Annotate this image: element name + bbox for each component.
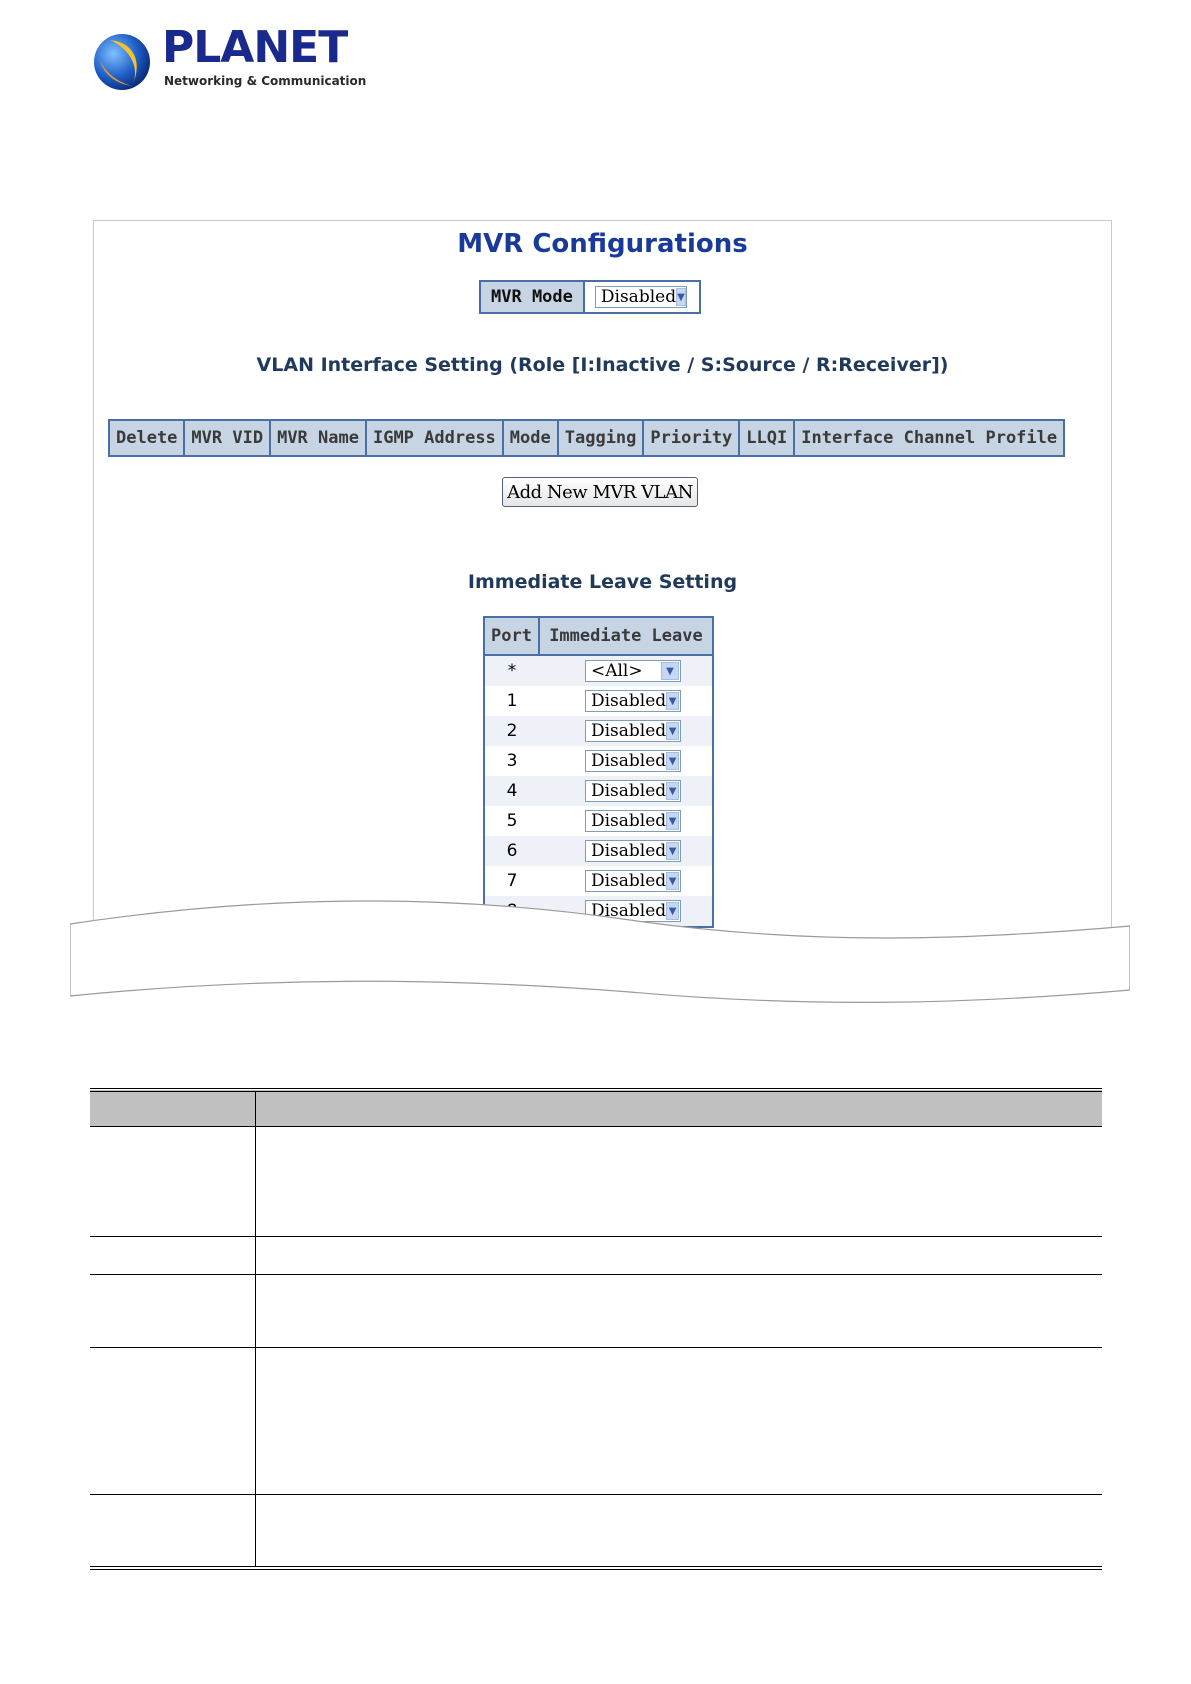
table-row — [484, 686, 713, 716]
col-llqi: LLQI — [739, 420, 794, 456]
port-cell: 2 — [484, 716, 539, 746]
chevron-down-icon: ▼ — [666, 842, 679, 860]
immediate-leave-select[interactable]: <All> ▼ — [585, 660, 681, 682]
immediate-leave-select[interactable]: Disabled ▼ — [585, 840, 681, 862]
port-cell: 4 — [484, 776, 539, 806]
port-cell: 5 — [484, 806, 539, 836]
col-port: Port — [484, 617, 539, 655]
immediate-leave-select[interactable]: Disabled ▼ — [585, 720, 681, 742]
immediate-leave-select[interactable]: Disabled ▼ — [585, 750, 681, 772]
port-cell: * — [484, 655, 539, 686]
table-row — [484, 866, 713, 896]
chevron-down-icon: ▼ — [666, 902, 679, 920]
immediate-leave-select[interactable]: Disabled ▼ — [585, 690, 681, 712]
immediate-leave-select[interactable]: Disabled ▼ — [585, 780, 681, 802]
description-table — [90, 1088, 1102, 1570]
table-row — [484, 806, 713, 836]
table-row — [90, 1348, 1102, 1495]
immediate-leave-select[interactable]: Disabled ▼ — [585, 870, 681, 892]
port-cell: 7 — [484, 866, 539, 896]
port-cell: 1 — [484, 686, 539, 716]
chevron-down-icon: ▼ — [666, 752, 679, 770]
col-delete: Delete — [109, 420, 184, 456]
screenshot-panel — [93, 220, 1112, 951]
mvr-mode-value: Disabled — [600, 287, 677, 307]
chevron-down-icon: ▼ — [661, 662, 679, 680]
col-mvr-name: MVR Name — [270, 420, 366, 456]
mvr-mode-box — [479, 280, 701, 314]
col-mvr-vid: MVR VID — [184, 420, 270, 456]
chevron-down-icon: ▼ — [666, 722, 679, 740]
chevron-down-icon: ▼ — [666, 692, 679, 710]
add-mvr-vlan-button[interactable]: Add New MVR VLAN — [502, 477, 698, 507]
mvr-mode-select[interactable] — [595, 286, 687, 308]
col-igmp-address: IGMP Address — [366, 420, 503, 456]
chevron-down-icon: ▼ — [666, 812, 679, 830]
col-immediate-leave: Immediate Leave — [539, 617, 713, 655]
col-priority: Priority — [643, 420, 739, 456]
vlan-interface-table — [108, 419, 1065, 457]
brand-tagline: Networking & Communication — [164, 74, 367, 88]
chevron-down-icon: ▼ — [666, 782, 679, 800]
leave-section-heading: Immediate Leave Setting — [467, 571, 738, 593]
table-row — [484, 836, 713, 866]
table-row — [90, 1237, 1102, 1275]
col-interface-channel-profile: Interface Channel Profile — [794, 420, 1064, 456]
immediate-leave-select[interactable]: Disabled ▼ — [585, 900, 681, 922]
vlan-section-heading: VLAN Interface Setting (Role [I:Inactive / S:Source / R:Receiver]) — [256, 354, 949, 376]
table-row — [90, 1495, 1102, 1568]
chevron-down-icon: ▼ — [676, 288, 686, 306]
col-mode: Mode — [503, 420, 558, 456]
planet-logo — [92, 22, 367, 96]
table-row — [484, 716, 713, 746]
table-row — [484, 776, 713, 806]
col-tagging: Tagging — [558, 420, 644, 456]
table-row — [484, 655, 713, 686]
mvr-mode-label: MVR Mode — [481, 282, 585, 312]
chevron-down-icon: ▼ — [666, 872, 679, 890]
port-cell: 6 — [484, 836, 539, 866]
table-row — [90, 1275, 1102, 1348]
table-row — [484, 746, 713, 776]
immediate-leave-table — [483, 616, 714, 928]
immediate-leave-select[interactable]: Disabled ▼ — [585, 810, 681, 832]
torn-edge-divider — [70, 900, 1130, 1010]
globe-icon — [92, 30, 152, 92]
table-row — [90, 1127, 1102, 1237]
brand-name: PLANET — [162, 22, 348, 73]
page-title: MVR Configurations — [457, 229, 748, 259]
table-header-row — [90, 1090, 1102, 1127]
port-cell: 3 — [484, 746, 539, 776]
